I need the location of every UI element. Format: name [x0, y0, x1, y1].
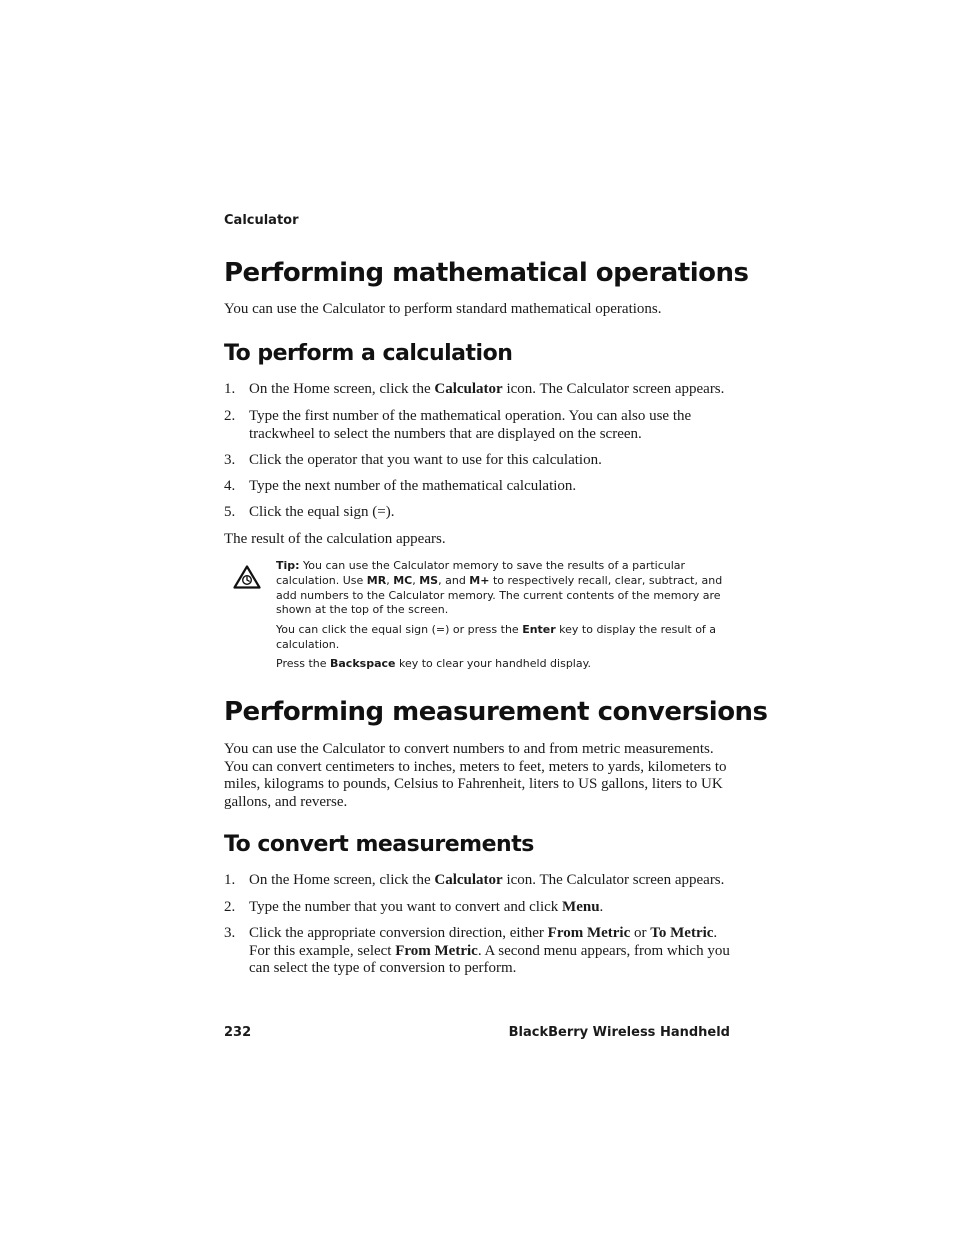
- step-number: 2.: [224, 899, 236, 915]
- step-text: Click the appropriate conversion direction, either From Metric or To Metric. For this example, select From Metric. A second menu appears, from which you can select the type of conversion to perform.: [249, 925, 730, 976]
- calculation-result-text: The result of the calculation appears.: [224, 531, 446, 547]
- step-text: Click the operator that you want to use for this calculation.: [249, 452, 602, 468]
- section-title-measurement-conversions: Performing measurement conversions: [224, 697, 768, 727]
- step-text: On the Home screen, click the Calculator icon. The Calculator screen appears.: [249, 872, 725, 888]
- ui-term-from-metric: From Metric: [395, 942, 478, 959]
- procedure-title-convert: To convert measurements: [224, 832, 534, 857]
- book-title: BlackBerry Wireless Handheld: [508, 1025, 730, 1040]
- ui-term-menu: Menu: [562, 899, 600, 915]
- step-number: 4.: [224, 478, 236, 494]
- procedure-title-calculation: To perform a calculation: [224, 341, 513, 366]
- step-item: [224, 899, 734, 917]
- step-number: 2.: [224, 408, 236, 424]
- tip-paragraph: Press the Backspace key to clear your handheld display.: [276, 657, 592, 670]
- step-item: [224, 408, 734, 443]
- tip-paragraph: You can click the equal sign (=) or press the Enter key to display the result of a calculation.: [276, 623, 717, 651]
- tip-icon: [233, 565, 261, 589]
- tip-paragraph: Tip: You can use the Calculator memory to save the results of a particular calculation. Use MR, MC, MS, and M+ to respectively recall, clear, subtract, and add numbers to the Calculator memory. The current contents of the memory are shown at the top of the screen.: [276, 559, 723, 617]
- section-title-math-operations: Performing mathematical operations: [224, 258, 749, 288]
- running-head: Calculator: [224, 213, 299, 228]
- step-item: [224, 381, 734, 399]
- step-item: [224, 478, 734, 496]
- ui-term-to-metric: To Metric: [650, 925, 714, 941]
- page-number: 232: [224, 1025, 252, 1040]
- tip-label: Tip:: [276, 559, 300, 572]
- step-number: 3.: [224, 925, 236, 941]
- step-text: Type the number that you want to convert and click Menu.: [249, 899, 604, 915]
- step-text: Type the next number of the mathematical calculation.: [249, 478, 577, 494]
- step-number: 5.: [224, 504, 236, 520]
- section-intro-conversions: You can use the Calculator to convert numbers to and from metric measurements. You can convert centimeters to inches, meters to feet, meters to yards, kilometers to miles, kilograms to pounds, Celsius to Fahrenheit, liters to US gallons, liters to UK gallons, and reverse.: [224, 741, 727, 810]
- step-number: 1.: [224, 872, 236, 888]
- ui-term-calculator: Calculator: [434, 381, 503, 397]
- step-text: Type the first number of the mathematical operation. You can also use the trackwheel to select the numbers that are displayed on the screen.: [249, 408, 692, 442]
- step-item: [224, 925, 734, 978]
- key-name-enter: Enter: [522, 623, 556, 636]
- step-item: [224, 452, 734, 470]
- step-number: 3.: [224, 452, 236, 468]
- step-text: Click the equal sign (=).: [249, 504, 395, 520]
- step-item: [224, 504, 734, 522]
- section-intro-math: You can use the Calculator to perform standard mathematical operations.: [224, 301, 662, 317]
- ui-term-calculator: Calculator: [434, 872, 503, 888]
- step-item: [224, 872, 734, 890]
- ui-term-from-metric: From Metric: [547, 925, 631, 941]
- step-text: On the Home screen, click the Calculator icon. The Calculator screen appears.: [249, 381, 725, 397]
- step-number: 1.: [224, 381, 236, 397]
- key-name-backspace: Backspace: [330, 657, 396, 670]
